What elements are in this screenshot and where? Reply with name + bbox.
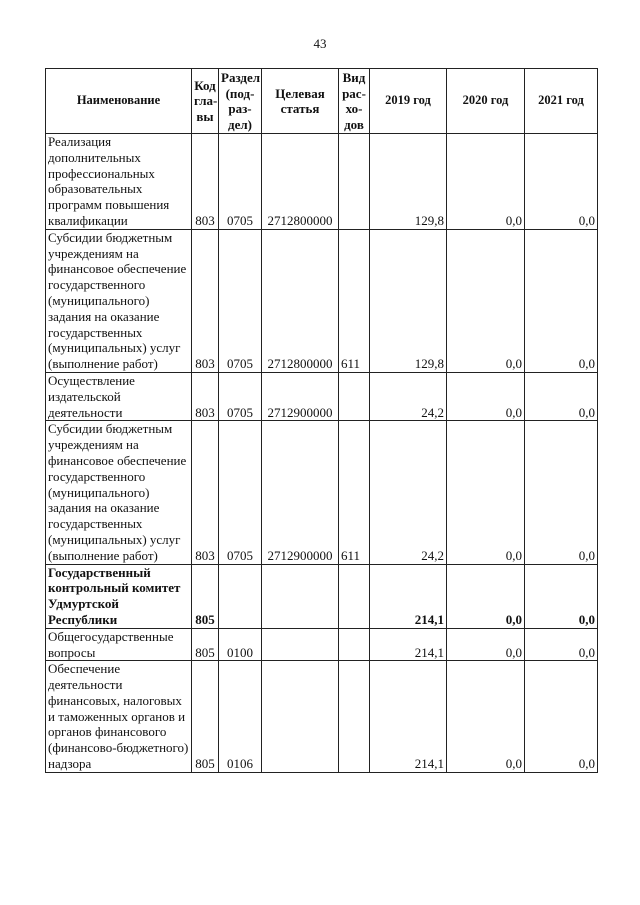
row-value-2019: 24,2 [370, 421, 447, 564]
row-name: Государственный контрольный комитет Удмуртской Республики [46, 564, 192, 628]
row-target-article: 2712800000 [262, 229, 339, 372]
row-value-2020: 0,0 [447, 134, 525, 230]
row-expense-type [339, 628, 370, 661]
row-chapter-code: 803 [192, 421, 219, 564]
header-expense-type: Вид рас- хо- дов [339, 69, 370, 134]
header-name: Наименование [46, 69, 192, 134]
table-row [46, 229, 598, 372]
row-chapter-code: 805 [192, 564, 219, 628]
row-name: Субсидии бюджетным учреждениям на финансовое обеспечение государственного (муниципального) задания на оказание государственных (муниципальных) услуг (выполнение работ) [46, 229, 192, 372]
row-value-2020: 0,0 [447, 628, 525, 661]
row-target-article [262, 564, 339, 628]
budget-table [45, 68, 598, 773]
row-value-2021: 0,0 [525, 564, 598, 628]
row-expense-type [339, 564, 370, 628]
row-section: 0705 [219, 372, 262, 420]
row-value-2020: 0,0 [447, 372, 525, 420]
row-expense-type [339, 661, 370, 773]
row-expense-type: 611 [339, 421, 370, 564]
row-value-2019: 214,1 [370, 628, 447, 661]
row-chapter-code: 803 [192, 229, 219, 372]
header-year-2019: 2019 год [370, 69, 447, 134]
row-value-2019: 129,8 [370, 229, 447, 372]
table-row [46, 564, 598, 628]
table-header-row [46, 69, 598, 134]
row-value-2020: 0,0 [447, 661, 525, 773]
row-target-article [262, 628, 339, 661]
row-expense-type: 611 [339, 229, 370, 372]
row-target-article [262, 661, 339, 773]
row-chapter-code: 805 [192, 661, 219, 773]
row-section: 0705 [219, 421, 262, 564]
row-value-2021: 0,0 [525, 372, 598, 420]
row-name: Обеспечение деятельности финансовых, налоговых и таможенных органов и органов финансового (финансово-бюджетного) надзора [46, 661, 192, 773]
table-row [46, 372, 598, 420]
table-row [46, 134, 598, 230]
row-expense-type [339, 372, 370, 420]
row-value-2019: 129,8 [370, 134, 447, 230]
row-target-article: 2712800000 [262, 134, 339, 230]
row-value-2020: 0,0 [447, 421, 525, 564]
row-value-2019: 214,1 [370, 661, 447, 773]
row-expense-type [339, 134, 370, 230]
row-value-2019: 214,1 [370, 564, 447, 628]
row-value-2021: 0,0 [525, 229, 598, 372]
row-target-article: 2712900000 [262, 372, 339, 420]
row-value-2020: 0,0 [447, 229, 525, 372]
row-section: 0705 [219, 134, 262, 230]
row-value-2019: 24,2 [370, 372, 447, 420]
row-name: Реализация дополнительных профессиональных образовательных программ повышения квалификации [46, 134, 192, 230]
row-name: Осуществление издательской деятельности [46, 372, 192, 420]
table-row [46, 421, 598, 564]
header-year-2021: 2021 год [525, 69, 598, 134]
row-section: 0100 [219, 628, 262, 661]
row-name: Субсидии бюджетным учреждениям на финансовое обеспечение государственного (муниципального) задания на оказание государственных (муниципальных) услуг (выполнение работ) [46, 421, 192, 564]
row-section: 0106 [219, 661, 262, 773]
header-chapter-code: Код гла- вы [192, 69, 219, 134]
header-section: Раздел (под- раз- дел) [219, 69, 262, 134]
table-row [46, 628, 598, 661]
header-target-article: Целевая статья [262, 69, 339, 134]
page-number: 43 [313, 36, 327, 51]
row-chapter-code: 803 [192, 134, 219, 230]
row-value-2021: 0,0 [525, 421, 598, 564]
row-target-article: 2712900000 [262, 421, 339, 564]
row-value-2020: 0,0 [447, 564, 525, 628]
row-section: 0705 [219, 229, 262, 372]
header-year-2020: 2020 год [447, 69, 525, 134]
row-chapter-code: 805 [192, 628, 219, 661]
row-value-2021: 0,0 [525, 661, 598, 773]
table-row [46, 661, 598, 773]
row-value-2021: 0,0 [525, 628, 598, 661]
row-value-2021: 0,0 [525, 134, 598, 230]
row-chapter-code: 803 [192, 372, 219, 420]
row-section [219, 564, 262, 628]
row-name: Общегосударственные вопросы [46, 628, 192, 661]
